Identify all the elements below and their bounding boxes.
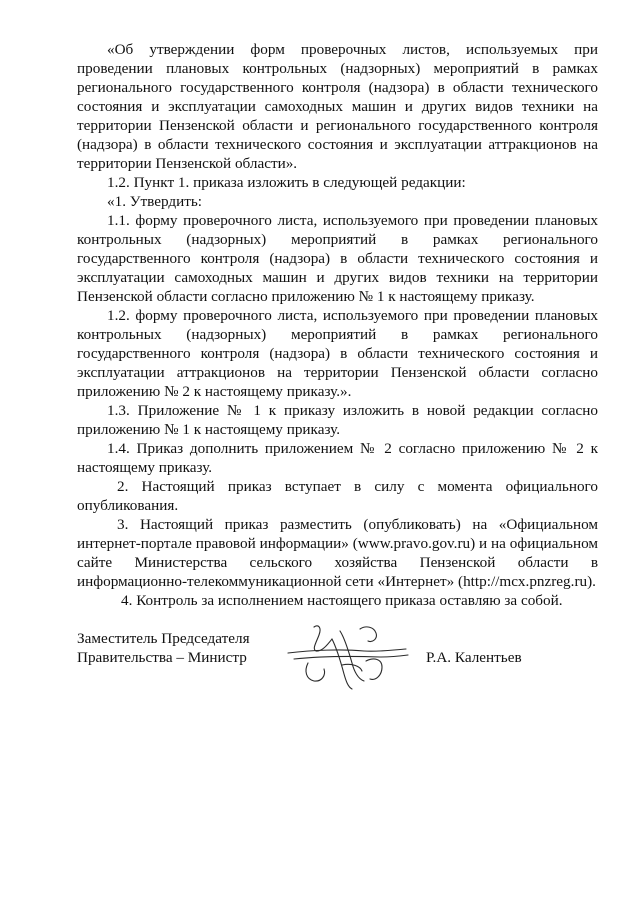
paragraph-1-3-annex: 1.3. Приложение № 1 к приказу изложить в новой редакции согласно приложению № 1 к настоящему приказу. bbox=[77, 402, 598, 438]
signatory-title-line1: Заместитель Председателя bbox=[77, 630, 250, 647]
paragraph-4-control: 4. Контроль за исполнением настоящего приказа оставляю за собой. bbox=[121, 592, 563, 609]
signatory-title-line2: Правительства – Министр bbox=[77, 649, 247, 666]
paragraph-1-2-header: 1.2. Пункт 1. приказа изложить в следующей редакции: bbox=[107, 174, 466, 191]
paragraph-3-publish: 3. Настоящий приказ разместить (опубликовать) на «Официальном интернет-портале правовой информации» (www.pravo.gov.ru) и на официальном сайте Министерства сельского хозяйства Пензенской области в информационно-телекоммуникационной сети «Интернет» (http://mcx.pnzreg.ru). bbox=[77, 516, 598, 590]
paragraph-2-effective: 2. Настоящий приказ вступает в силу с момента официального опубликования. bbox=[77, 478, 598, 514]
handwritten-signature-icon bbox=[282, 619, 417, 694]
signatory-name: Р.А. Калентьев bbox=[426, 649, 522, 666]
document-body bbox=[77, 40, 598, 610]
paragraph-1-2-form-attractions: 1.2. форму проверочного листа, используемого при проведении плановых контрольных (надзорных) мероприятий в рамках регионального государственного контроля (надзора) в области технического состояния и эксплуатации аттракционов на территории Пензенской области согласно приложению № 2 к настоящему приказу.». bbox=[77, 307, 598, 400]
paragraph-1-1-form-machines: 1.1. форму проверочного листа, используемого при проведении плановых контрольных (надзорных) мероприятий в рамках регионального государственного контроля (надзора) в области технического состояния и эксплуатации самоходных машин и других видов техники на территории Пензенской области согласно приложению № 1 к настоящему приказу. bbox=[77, 212, 598, 305]
paragraph-1-4-annex-add: 1.4. Приказ дополнить приложением № 2 согласно приложению № 2 к настоящему приказу. bbox=[77, 440, 598, 476]
paragraph-order-title-quote: «Об утверждении форм проверочных листов, используемых при проведении плановых контрольных (надзорных) мероприятий в рамках регионального государственного контроля (надзора) в области технического состояния и эксплуатации самоходных машин и других видов техники на территории Пензенской области и регионального государственного контроля (надзора) в области технического состояния и эксплуатации аттракционов на территории Пензенской области». bbox=[77, 41, 598, 172]
signature-block bbox=[77, 629, 598, 709]
paragraph-approve: «1. Утвердить: bbox=[107, 193, 203, 210]
